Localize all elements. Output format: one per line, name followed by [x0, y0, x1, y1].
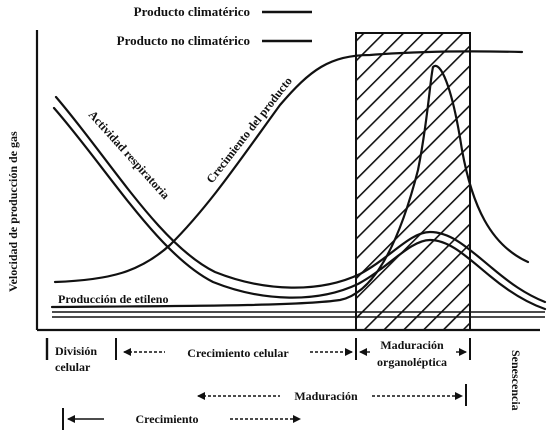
product-growth-label: Crecimiento del producto	[203, 74, 295, 186]
ethylene-label: Producción de etileno	[58, 292, 169, 306]
ripening-hatched-region	[356, 33, 470, 330]
phase-cell-growth-label: Crecimiento celular	[187, 346, 289, 360]
phase-division-label-2: celular	[55, 360, 91, 374]
phase-senescence-label: Senescencia	[509, 350, 523, 411]
respiratory-activity-curve-b	[54, 108, 545, 309]
growth-label: Crecimiento	[135, 412, 199, 426]
phase-ripening-label-1: Maduración	[380, 338, 444, 352]
maturation-label: Maduración	[294, 389, 358, 403]
y-axis-label: Velocidad de producción de gas	[6, 131, 20, 292]
legend-climacteric-label: Producto climatérico	[133, 4, 250, 19]
legend-non-climacteric-label: Producto no climatérico	[116, 33, 250, 48]
respiratory-activity-label: Actividad respiratoria	[85, 107, 173, 202]
phase-division-label-1: División	[55, 344, 98, 358]
phase-ripening-label-2: organoléptica	[377, 355, 447, 369]
